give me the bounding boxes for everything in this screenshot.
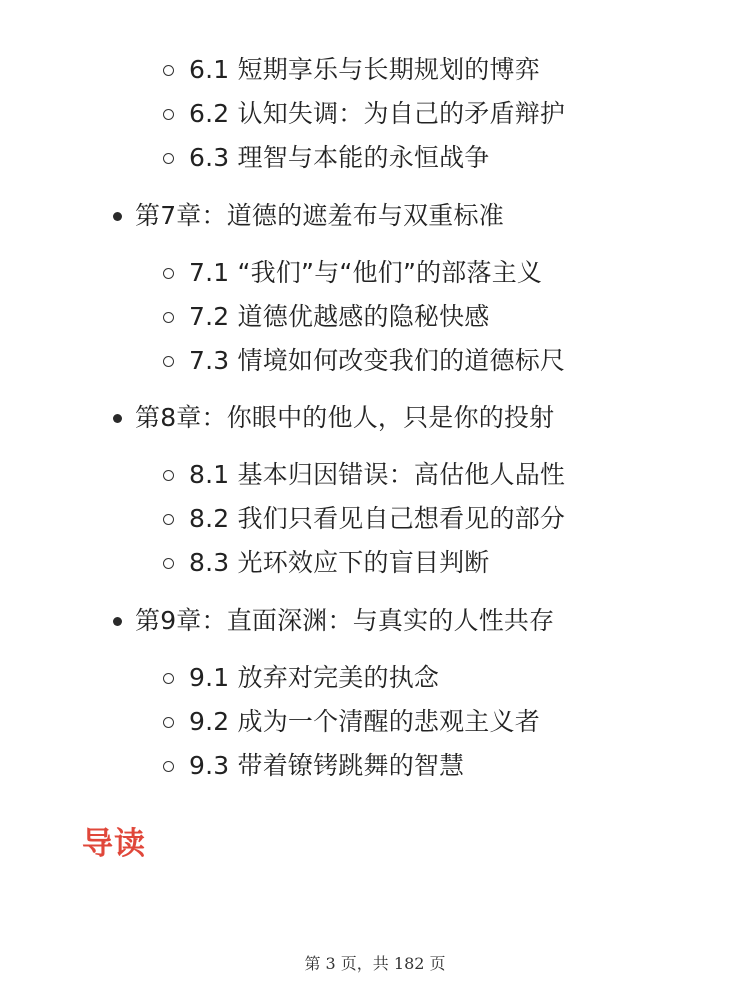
bullet-icon <box>113 617 122 626</box>
toc-chapter-title: 第7章：道德的遮羞布与双重标准 <box>135 201 504 230</box>
hollow-bullet-icon <box>163 673 174 684</box>
toc-item-label: 9.3 带着镣铐跳舞的智慧 <box>189 751 465 780</box>
toc-item-9-2 <box>163 704 540 740</box>
toc-item-label: 9.1 放弃对完美的执念 <box>189 663 440 692</box>
toc-item-label: 8.2 我们只看见自己想看见的部分 <box>189 504 566 533</box>
hollow-bullet-icon <box>163 268 174 279</box>
hollow-bullet-icon <box>163 356 174 367</box>
hollow-bullet-icon <box>163 761 174 772</box>
toc-item-9-3 <box>163 748 464 784</box>
toc-chapter-7 <box>113 198 504 234</box>
hollow-bullet-icon <box>163 558 174 569</box>
toc-item-9-1 <box>163 660 439 696</box>
toc-item-label: 7.1 “我们”与“他们”的部落主义 <box>189 258 543 287</box>
toc-item-7-1 <box>163 255 542 291</box>
toc-item-6-2 <box>163 96 565 132</box>
toc-item-8-3 <box>163 545 490 581</box>
toc-item-6-3 <box>163 140 490 176</box>
bullet-icon <box>113 414 122 423</box>
hollow-bullet-icon <box>163 470 174 481</box>
toc-chapter-9 <box>113 603 554 639</box>
bullet-icon <box>113 212 122 221</box>
toc-chapter-title: 第9章：直面深渊：与真实的人性共存 <box>135 606 555 635</box>
page-number-footer: 第 3 页，共 182 页 <box>304 954 446 973</box>
toc-item-label: 8.3 光环效应下的盲目判断 <box>189 548 490 577</box>
toc-item-6-1 <box>163 52 540 88</box>
hollow-bullet-icon <box>163 717 174 728</box>
hollow-bullet-icon <box>163 65 174 76</box>
hollow-bullet-icon <box>163 153 174 164</box>
toc-item-7-3 <box>163 343 565 379</box>
toc-chapter-8 <box>113 400 554 436</box>
toc-item-8-2 <box>163 501 565 537</box>
hollow-bullet-icon <box>163 312 174 323</box>
toc-item-label: 6.3 理智与本能的永恒战争 <box>189 143 490 172</box>
hollow-bullet-icon <box>163 514 174 525</box>
toc-item-label: 6.1 短期享乐与长期规划的博弈 <box>189 55 540 84</box>
toc-item-label: 7.2 道德优越感的隐秘快感 <box>189 302 490 331</box>
toc-item-label: 8.1 基本归因错误：高估他人品性 <box>189 460 566 489</box>
section-heading: 导读 <box>82 826 146 862</box>
toc-item-label: 7.3 情境如何改变我们的道德标尺 <box>189 346 566 375</box>
toc-item-label: 6.2 认知失调：为自己的矛盾辩护 <box>189 99 566 128</box>
toc-item-8-1 <box>163 457 565 493</box>
hollow-bullet-icon <box>163 109 174 120</box>
toc-item-label: 9.2 成为一个清醒的悲观主义者 <box>189 707 540 736</box>
toc-chapter-title: 第8章：你眼中的他人，只是你的投射 <box>135 403 555 432</box>
toc-item-7-2 <box>163 299 490 335</box>
